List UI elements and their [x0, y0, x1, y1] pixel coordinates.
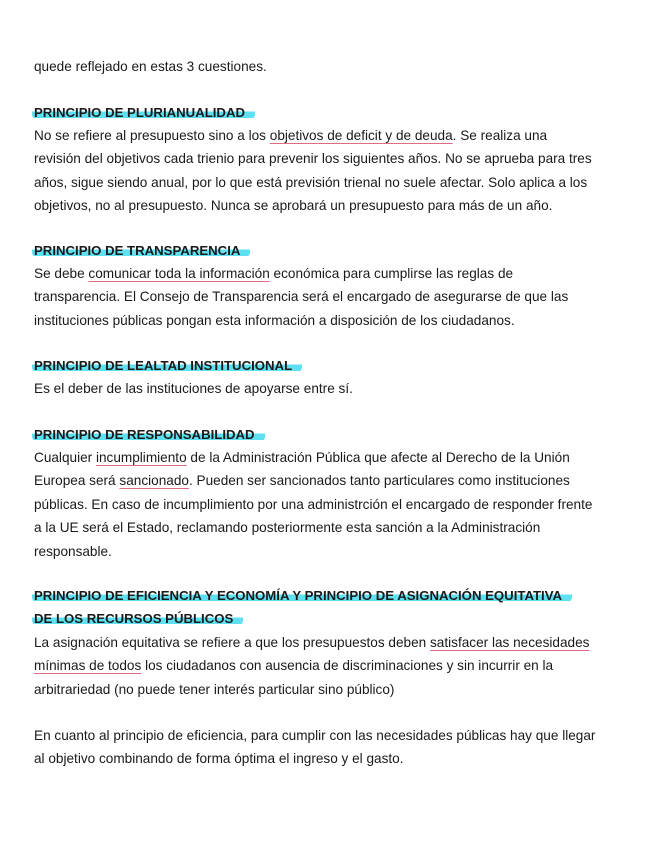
heading-eficiencia-line1: PRINCIPIO DE EFICIENCIA Y ECONOMÍA Y PRINCIPIO DE ASIGNACIÓN EQUITATIVA: [34, 584, 572, 607]
paragraph-transparencia: Se debe comunicar toda la información económica para cumplirse las reglas de transparencia. El Consejo de Transparencia será el encargado de asegurarse de que las instituciones públicas pongan esta información a disposición de los ciudadanos.: [34, 266, 569, 328]
underlined-text: comunicar toda la información: [88, 266, 270, 281]
heading-transparencia: PRINCIPIO DE TRANSPARENCIA: [34, 239, 250, 262]
heading-plurianualidad: PRINCIPIO DE PLURIANUALIDAD: [34, 101, 255, 124]
underlined-text: sancionado: [119, 473, 189, 489]
paragraph-responsabilidad: Cualquier incumplimiento de la Administración Pública que afecte al Derecho de la Unión Europea será sancionado. Pueden ser sancionados tanto particulares como instituciones públicas. En caso de incumplimiento por una administrción el encargado de responder frente a la UE será el Estado, reclamando posteriormente esta sanción a la Administración responsable.: [34, 450, 593, 559]
paragraph-eficiencia: La asignación equitativa se refiere a que los presupuestos deben satisfacer las necesidades mínimas de todos los ciudadanos con ausencia de discriminaciones y sin incurrir en la arbitrariedad (no puede tener interés particular sino público): [34, 635, 590, 697]
intro-text: quede reflejado en estas 3 cuestiones.: [34, 59, 267, 74]
paragraph-eficiencia-2: En cuanto al principio de eficiencia, para cumplir con las necesidades públicas hay que llegar al objetivo combinando de forma óptima el ingreso y el gasto.: [34, 728, 596, 767]
underlined-text: incumplimiento: [95, 450, 187, 465]
underlined-text: objetivos de deficit y de deuda: [269, 128, 453, 143]
paragraph-lealtad: Es el deber de las instituciones de apoyarse entre sí.: [34, 381, 353, 396]
underlined-text: mínimas de todos: [34, 658, 142, 674]
heading-lealtad: PRINCIPIO DE LEALTAD INSTITUCIONAL: [34, 354, 302, 377]
paragraph-plurianualidad: No se refiere al presupuesto sino a los objetivos de deficit y de deuda. Se realiza una revisión del objetivos cada trienio para prevenir los siguientes años. No se aprueba para tres años, sigue siendo anual, por lo que está previsión trienal no suele afectar. Solo aplica a los objetivos, no al presupuesto. Nunca se aprobará un presupuesto para más de un año.: [34, 128, 592, 214]
heading-eficiencia-line2: DE LOS RECURSOS PÚBLICOS: [34, 607, 243, 630]
heading-responsabilidad: PRINCIPIO DE RESPONSABILIDAD: [34, 423, 265, 446]
underlined-text: satisfacer las necesidades: [430, 635, 590, 650]
